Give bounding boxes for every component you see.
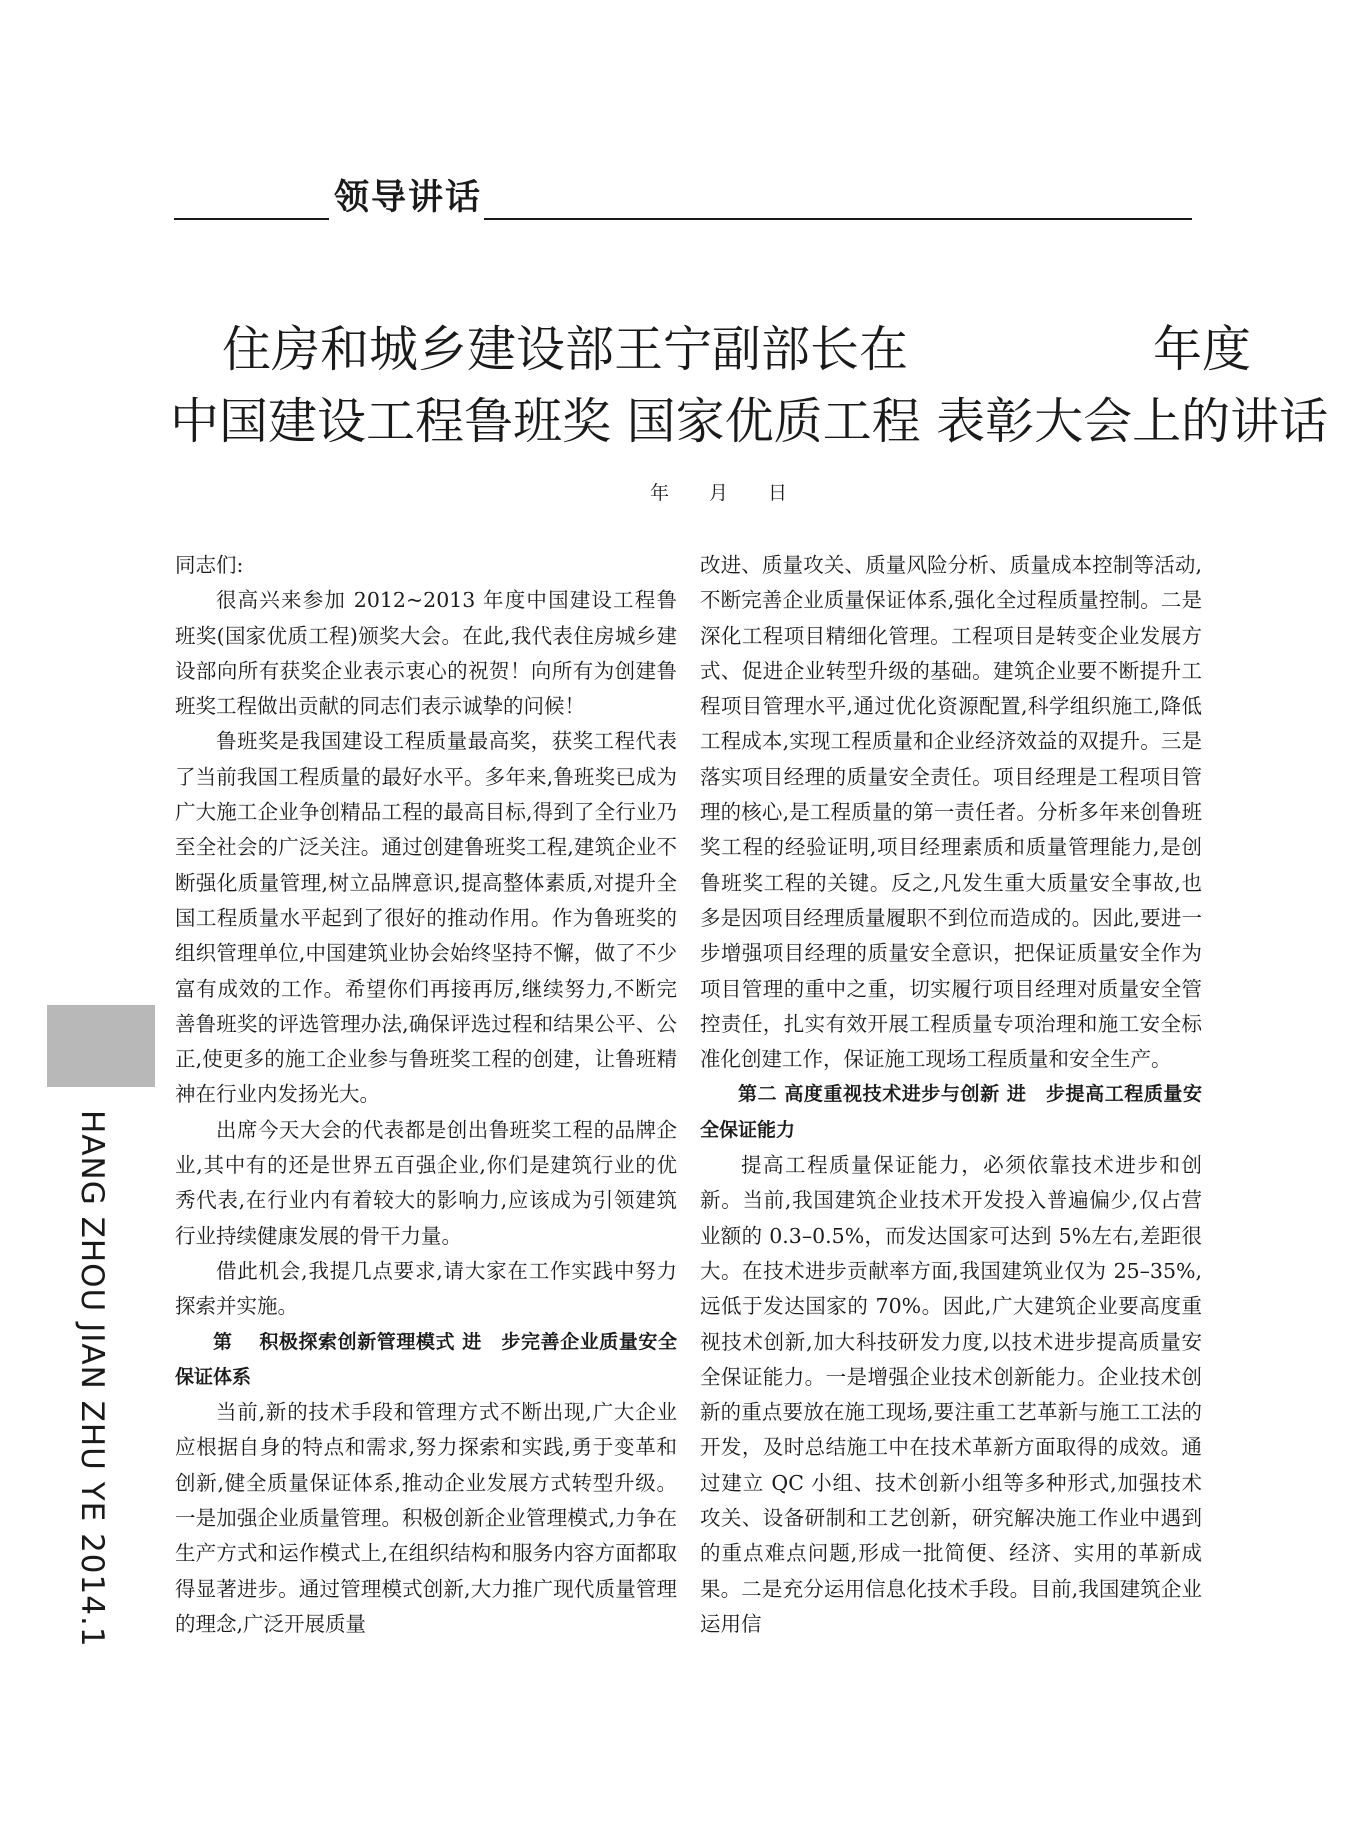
journal-side-label: HANG ZHOU JIAN ZHU YE 2014.1 [74,1110,110,1648]
greeting: 同志们: [175,553,244,577]
section-header [174,178,1192,220]
paragraph: 鲁班奖是我国建设工程质量最高奖，获奖工程代表了当前我国工程质量的最好水平。多年来,鲁班奖已成为广大施工企业争创精品工程的最高目标,得到了全行业乃至全社会的广泛关注。通过创建鲁班奖工程,建筑企业不断强化质量管理,树立品牌意识,提高整体素质,对提升全国工程质量水平起到了很好的推动作用。作为鲁班奖的组织管理单位,中国建筑业协会始终坚持不懈，做了不少富有成效的工作。希望你们再接再厉,继续努力,不断完善鲁班奖的评选管理办法,确保评选过程和结果公平、公正,使更多的施工企业参与鲁班奖工程的创建，让鲁班精神在行业内发扬光大。 [175,729,677,1107]
gray-page-tab [47,1005,155,1087]
date-year: 年 [650,482,672,504]
paragraph: 借此机会,我提几点要求,请大家在工作实践中努力探索并实施。 [175,1258,677,1319]
paragraph: 改进、质量攻关、质量风险分析、质量成本控制等活动,不断完善企业质量保证体系,强化全过程质量控制。二是深化工程项目精细化管理。工程项目是转变企业发展方式、促进企业转型升级的基础。建筑企业要不断提升工程项目管理水平,通过优化资源配置,科学组织施工,降低工程成本,实现工程质量和企业经济效益的双提升。三是落实项目经理的质量安全责任。项目经理是工程项目管理的核心,是工程质量的第一责任者。分析多年来创鲁班奖工程的经验证明,项目经理素质和质量管理能力,是创鲁班奖工程的关键。反之,凡发生重大质量安全事故,也多是因项目经理质量履职不到位而造成的。因此,要进一步增强项目经理的质量安全意识，把保证质量安全作为项目管理的重中之重，切实履行项目经理对质量安全管控责任，扎实有效开展工程质量专项治理和施工安全标准化创建工作，保证施工现场工程质量和安全生产。 [700,553,1202,1072]
left-column [175,548,677,1642]
right-column [700,548,1202,1642]
header-rule-right [484,218,1192,220]
article-date [650,478,827,505]
paragraph: 很高兴来参加 2012~2013 年度中国建设工程鲁班奖(国家优质工程)颁奖大会。在此,我代表住房城乡建设部向所有获奖企业表示衷心的祝贺！向所有为创建鲁班奖工程做出贡献的同志们表示诚挚的问候！ [175,588,677,719]
article-title-line-2: 中国建设工程鲁班奖 国家优质工程 表彰大会上的讲话 [170,393,1329,450]
paragraph: 提高工程质量保证能力，必须依靠技术进步和创新。当前,我国建筑企业技术开发投入普遍偏少,仅占营业额的 0.3–0.5%，而发达国家可达到 5%左右,差距很大。在技术进步贡献率方面,我国建筑业仅为 25–35%,远低于发达国家的 70%。因此,广大建筑企业要高度重视技术创新,加大科技研发力度,以技术进步提高质量安全保证能力。一是增强企业技术创新能力。企业技术创新的重点要放在施工现场,要注重工艺革新与施工工法的开发，及时总结施工中在技术革新方面取得的成效。通过建立 QC 小组、技术创新小组等多种形式,加强技术攻关、设备研制和工艺创新，研究解决施工作业中遇到的重点难点问题,形成一批简便、经济、实用的革新成果。二是充分运用信息化技术手段。目前,我国建筑企业运用信 [700,1153,1202,1636]
subheading-2: 第二 高度重视技术进步与创新 进 步提高工程质量安全保证能力 [700,1083,1202,1141]
date-month: 月 [709,482,731,504]
paragraph: 当前,新的技术手段和管理方式不断出现,广大企业应根据自身的特点和需求,努力探索和实践,勇于变革和创新,健全质量保证体系,推动企业发展方式转型升级。一是加强企业质量管理。积极创新企业管理模式,力争在生产方式和运作模式上,在组织结构和服务内容方面都取得显著进步。通过管理模式创新,大力推广现代质量管理的理念,广泛开展质量 [175,1400,677,1636]
subheading-1: 第 积极探索创新管理模式 进 步完善企业质量安全保证体系 [175,1330,677,1388]
article-title-line-1: 住房和城乡建设部王宁副部长在 年度 [222,321,1252,378]
section-label: 领导讲话 [334,178,483,218]
paragraph: 出席今天大会的代表都是创出鲁班奖工程的品牌企业,其中有的还是世界五百强企业,你们是建筑行业的优秀代表,在行业内有着较大的影响力,应该成为引领建筑行业持续健康发展的骨干力量。 [175,1117,677,1248]
date-day: 日 [768,482,790,504]
header-rule-left [174,218,329,220]
